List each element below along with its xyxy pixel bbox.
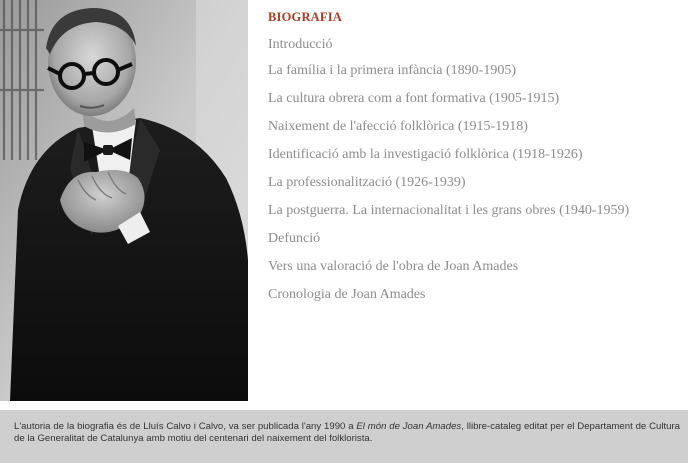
footer-text [14,421,680,444]
footer-text-after: , llibre-cataleg editat per el Departament de Cultura de la Generalitat de Catalunya amb motiu del centenari del naixement del folklorista. [14,421,680,444]
footer-text-before: L'autoria de la biografia és de Lluís Calvo i Calvo, va ser publicada l'any 1990 a [14,421,357,432]
toc-link-postguerra[interactable]: La postguerra. La internacionalitat i les grans obres (1940-1959) [268,203,630,218]
toc-link-identificacio[interactable]: Identificació amb la investigació folklòrica (1918-1926) [268,147,583,162]
toc-link-professionalitzacio[interactable]: La professionalització (1926-1939) [268,175,466,190]
toc-link-familia[interactable]: La família i la primera infància (1890-1905) [268,63,517,78]
biography-section [268,8,678,308]
toc-link-introduccio[interactable]: Introducció [268,37,333,52]
toc-link-cultura-obrera[interactable]: La cultura obrera com a font formativa (1905-1915) [268,91,560,106]
toc-item [268,140,678,168]
toc-item [268,56,678,84]
toc-link-cronologia[interactable]: Cronologia de Joan Amades [268,287,426,302]
toc-item [268,32,678,56]
toc-item [268,84,678,112]
footer-credits [0,410,688,463]
section-title: BIOGRAFIA [268,10,343,24]
toc-item [268,252,678,280]
toc-link-naixement-afeccio[interactable]: Naixement de l'afecció folklòrica (1915-1918) [268,119,528,134]
toc-link-defuncio[interactable]: Defunció [268,231,321,246]
toc-item [268,112,678,140]
toc-item [268,224,678,252]
toc-link-valoracio[interactable]: Vers una valoració de l'obra de Joan Amades [268,259,519,274]
toc-item [268,280,678,308]
book-title: El món de Joan Amades [356,421,462,432]
biography-toc [268,32,678,308]
toc-item [268,168,678,196]
toc-item [268,196,678,224]
portrait-photo [0,0,248,401]
